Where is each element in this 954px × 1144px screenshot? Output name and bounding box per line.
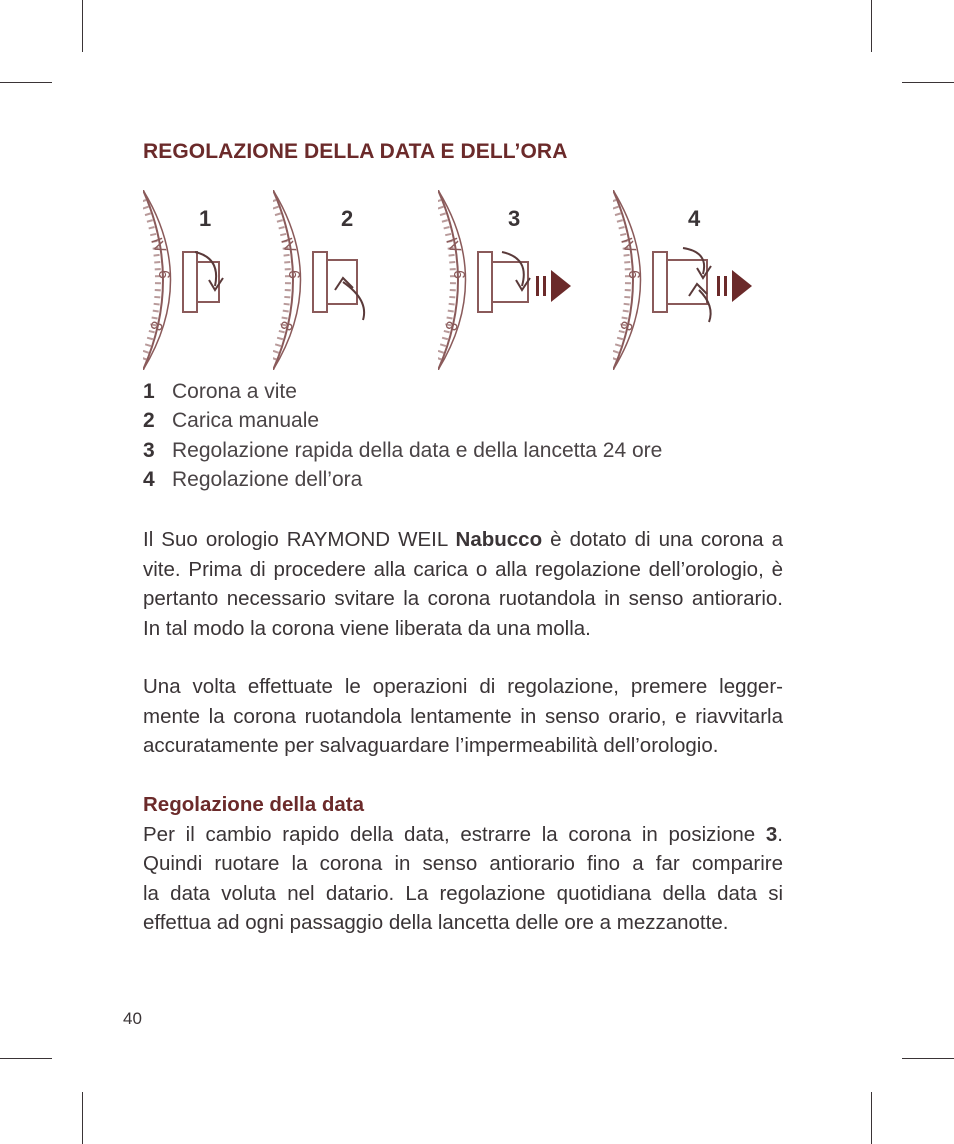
legend-text: Regolazione dell’ora [172, 468, 363, 492]
text-run: Per il cambio rapido della data, estrarre la corona in posizione [143, 822, 766, 846]
text-line: In tal modo la corona viene liberata da una molla. [143, 616, 591, 640]
legend-text: Regolazione rapida della data e della lancetta 24 ore [172, 438, 663, 462]
watch-crown-illustration [143, 190, 233, 370]
watch-crown-illustration [273, 190, 383, 370]
text-line: vite. Prima di procedere alla carica o alla regolazione dell’orologio, è [143, 557, 783, 581]
svg-text:6: 6 [155, 270, 172, 279]
legend-number: 3 [143, 438, 155, 462]
svg-text:8: 8 [441, 318, 461, 333]
legend-item [143, 466, 783, 496]
figure-number: 2 [341, 206, 354, 231]
page-title: REGOLAZIONE DELLA DATA E DELL’ORA [143, 140, 568, 163]
text-line [143, 820, 783, 850]
crown-position-figures [143, 190, 783, 372]
text-line: accuratamente per salvaguardare l’impermeabilità dell’orologio. [143, 734, 719, 757]
svg-text:IV: IV [617, 235, 639, 256]
text-line: Quindi ruotare la corona in senso antiorario fino a far comparire [143, 852, 783, 875]
screw-down-paragraph [143, 672, 783, 761]
figure-manual-winding [273, 190, 383, 370]
figure-time-setting [613, 190, 758, 370]
figure-number: 1 [199, 206, 212, 231]
figure-legend [143, 377, 783, 495]
crop-mark [0, 1058, 52, 1059]
svg-text:8: 8 [146, 318, 166, 333]
model-name: Nabucco [455, 528, 543, 551]
text-line: Una volta effettuate le operazioni di regolazione, premere legger- [143, 675, 783, 698]
svg-text:6: 6 [625, 270, 642, 279]
section-heading: Regolazione della data [143, 793, 364, 816]
watch-crown-illustration [613, 190, 758, 370]
text-line: la data voluta nel datario. La regolazione quotidiana della data si [143, 881, 783, 905]
date-setting-section [143, 790, 783, 938]
legend-item [143, 377, 783, 407]
text-run: . [777, 822, 783, 846]
crop-mark [871, 0, 872, 52]
svg-text:8: 8 [616, 318, 636, 333]
svg-text:IV: IV [277, 235, 299, 256]
text-run: è dotato di una corona a [542, 528, 784, 551]
legend-item [143, 407, 783, 437]
crop-mark [871, 1092, 872, 1144]
figure-quick-date-setting [438, 190, 578, 370]
svg-text:IV: IV [442, 235, 464, 256]
text-run: Il Suo orologio RAYMOND WEIL [143, 528, 456, 551]
legend-number: 2 [143, 409, 155, 433]
crop-mark [82, 1092, 83, 1144]
intro-paragraph [143, 525, 783, 643]
svg-text:IV: IV [147, 235, 169, 256]
legend-number: 1 [143, 379, 155, 403]
text-line: effettua ad ogni passaggio della lancetta delle ore a mezzanotte. [143, 911, 729, 934]
figure-crown-screwed [143, 190, 233, 370]
legend-text: Corona a vite [172, 379, 297, 403]
page-number: 40 [123, 1009, 142, 1028]
svg-text:6: 6 [450, 270, 467, 279]
text-line [143, 525, 783, 555]
legend-item [143, 436, 783, 466]
legend-number: 4 [143, 468, 155, 492]
svg-text:8: 8 [276, 318, 296, 333]
crop-mark [902, 82, 954, 83]
text-line: pertanto necessario svitare la corona ruotandola in senso antiorario. [143, 587, 783, 610]
text-line: mente la corona ruotandola lentamente in senso orario, e riavvitarla [143, 704, 783, 728]
crop-mark [82, 0, 83, 52]
crop-mark [0, 82, 52, 83]
figure-number: 3 [508, 206, 521, 231]
position-number: 3 [765, 822, 778, 846]
svg-text:6: 6 [285, 270, 302, 279]
figure-number: 4 [688, 206, 701, 231]
legend-text: Carica manuale [172, 409, 320, 433]
crop-mark [902, 1058, 954, 1059]
